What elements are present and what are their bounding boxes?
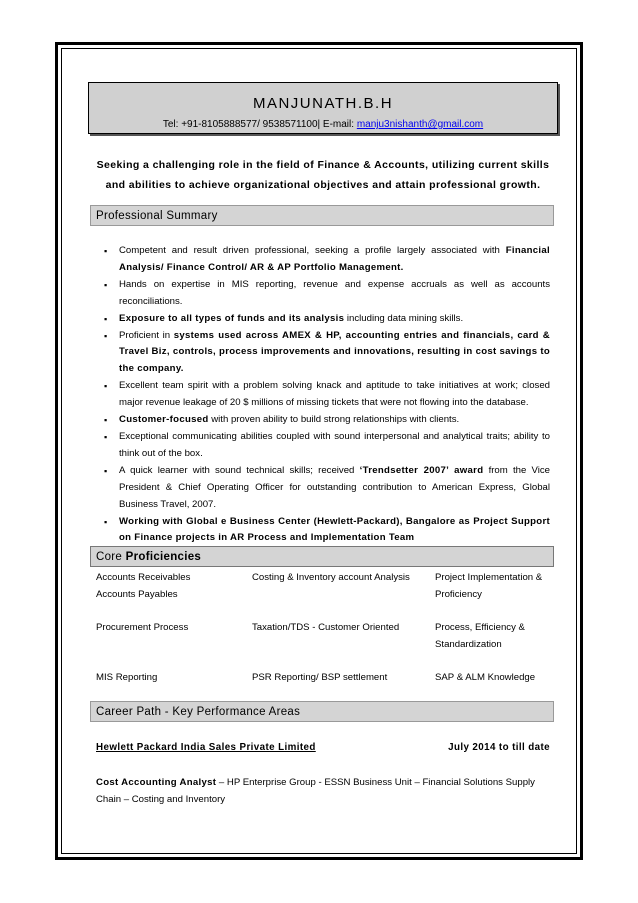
proficiency-item: Accounts Receivables bbox=[96, 572, 191, 583]
contact-line bbox=[89, 119, 557, 130]
proficiency-item: Project Implementation & bbox=[435, 572, 543, 583]
proficiency-item: Procurement Process bbox=[96, 622, 189, 633]
career-objective: Seeking a challenging role in the field of Finance & Accounts, utilizing current skills and abilities to achieve organizational objectives and attain professional growth. bbox=[96, 159, 550, 191]
summary-item: ▪ Excellent team spirit with a problem solving knack and aptitude to take initiatives at work; closed major revenue leakage of 20 $ millions of missing tickets that were not flowing into the database. bbox=[103, 378, 550, 412]
summary-item: ▪ Exposure to all types of funds and its analysis including data mining skills. bbox=[103, 311, 550, 328]
section-professional-summary: Professional Summary bbox=[90, 205, 554, 226]
employer-name: Hewlett Packard India Sales Private Limited bbox=[96, 742, 316, 753]
employment-dates: July 2014 to till date bbox=[448, 742, 550, 753]
proficiency-item: Proficiency bbox=[435, 589, 482, 600]
employer-line bbox=[96, 742, 550, 753]
resume-header bbox=[88, 82, 558, 134]
section-core-proficiencies: Core Proficiencies bbox=[90, 546, 554, 567]
proficiency-item: MIS Reporting bbox=[96, 672, 158, 683]
summary-item: ▪ Exceptional communicating abilities coupled with sound interpersonal and analytical traits; ability to think out of the box. bbox=[103, 429, 550, 463]
section-career-path: Career Path - Key Performance Areas bbox=[90, 701, 554, 722]
summary-list bbox=[103, 243, 550, 547]
summary-item: ▪ Working with Global e Business Center (Hewlett-Packard), Bangalore as Project Support on Finance projects in AR Process and Implementation Team bbox=[103, 514, 550, 548]
email-link[interactable]: manju3nishanth@gmail.com bbox=[356, 119, 484, 130]
proficiency-item: SAP & ALM Knowledge bbox=[435, 672, 536, 683]
contact-phone: Tel: +91-8105888577/ 9538571100| E-mail: bbox=[162, 119, 357, 130]
role-title: Cost Accounting Analyst bbox=[96, 777, 217, 788]
summary-item: ▪ Hands on expertise in MIS reporting, revenue and expense accruals as well as accounts reconciliations. bbox=[103, 277, 550, 311]
job-role bbox=[96, 774, 550, 808]
role-description: – HP Enterprise Group - ESSN Business Unit – Financial Solutions Supply Chain – Costing and Inventory bbox=[96, 777, 535, 805]
proficiency-item: PSR Reporting/ BSP settlement bbox=[252, 672, 388, 683]
proficiency-item: Taxation/TDS - Customer Oriented bbox=[252, 622, 400, 633]
proficiency-item: Costing & Inventory account Analysis bbox=[252, 572, 410, 583]
proficiency-item: Process, Efficiency & bbox=[435, 622, 525, 633]
summary-item: ▪ Competent and result driven professional, seeking a profile largely associated with Financial Analysis/ Finance Control/ AR & AP Portfolio Management. bbox=[103, 243, 550, 277]
proficiency-item: Accounts Payables bbox=[96, 589, 178, 600]
proficiency-item: Standardization bbox=[435, 639, 502, 650]
summary-item: ▪ Proficient in systems used across AMEX & HP, accounting entries and financials, card & Travel Biz, controls, process improvements and innovations, resulting in cost savings to the company. bbox=[103, 328, 550, 379]
summary-item: ▪ A quick learner with sound technical skills; received ‘Trendsetter 2007’ award from the Vice President & Chief Operating Officer for outstanding contribution to American Express, Global Business Travel, 2007. bbox=[103, 463, 550, 514]
candidate-name: MANJUNATH.B.H bbox=[252, 95, 394, 112]
summary-item: ▪ Customer-focused with proven ability to build strong relationships with clients. bbox=[103, 412, 550, 429]
